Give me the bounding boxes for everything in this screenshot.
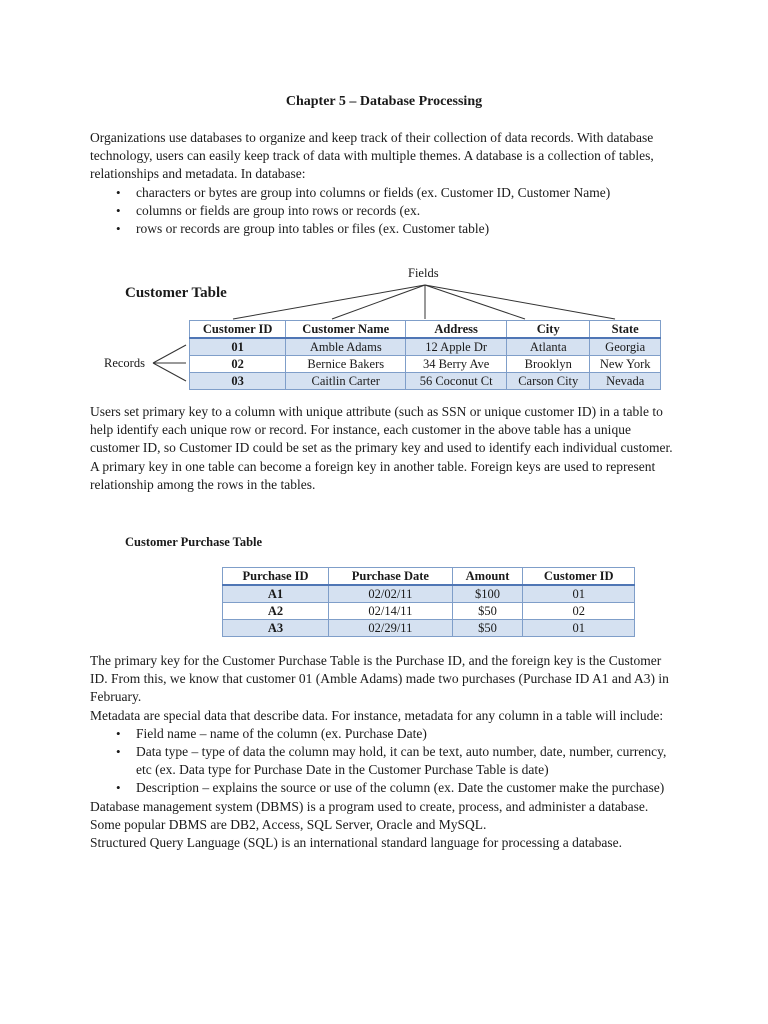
- table-cell: 12 Apple Dr: [406, 338, 507, 356]
- column-header: City: [507, 321, 590, 339]
- paragraph: Metadata are special data that describe data. For instance, metadata for any column in a table will include:: [90, 707, 664, 723]
- field-line: [425, 285, 525, 319]
- table-cell: 03: [190, 373, 286, 390]
- table-cell: Carson City: [507, 373, 590, 390]
- customer-purchase-table: [222, 567, 635, 637]
- table-cell: 56 Coconut Ct: [406, 373, 507, 390]
- table-cell: 02/02/11: [329, 585, 453, 603]
- table-cell: 34 Berry Ave: [406, 356, 507, 373]
- list-item: • Description – explains the source or use of the column (ex. Date the customer make the purchase): [90, 779, 680, 797]
- table-row: [223, 585, 635, 603]
- table-row: [190, 356, 661, 373]
- table-cell: 01: [523, 585, 635, 603]
- primary-key-section: [90, 403, 680, 494]
- list-item: • Data type – type of data the column may hold, it can be text, auto number, date, number, currency, etc (ex. Data type for Purchase Date in the Customer Purchase Table is date): [90, 743, 680, 779]
- table-cell: Caitlin Carter: [286, 373, 406, 390]
- column-header: Purchase Date: [329, 568, 453, 586]
- records-label: Records: [104, 356, 145, 370]
- table-row: [223, 603, 635, 620]
- table-cell: New York: [590, 356, 661, 373]
- table-cell: $50: [452, 620, 523, 637]
- page-title: Chapter 5 – Database Processing: [285, 94, 483, 109]
- table-cell: $50: [452, 603, 523, 620]
- customer-table: [189, 320, 661, 390]
- table-cell: A2: [223, 603, 329, 620]
- field-line: [332, 285, 425, 319]
- customer-table-label: Customer Table: [125, 285, 227, 301]
- column-header: Address: [406, 321, 507, 339]
- table-cell: 02/29/11: [329, 620, 453, 637]
- table-cell: Georgia: [590, 338, 661, 356]
- record-line: [153, 345, 186, 363]
- paragraph: Users set primary key to a column with unique attribute (such as SSN or unique customer ID) in a table to help identify each unique row or record. For instance, each customer in the above table has a unique customer ID, so Customer ID could be set as the primary key and used to identify each individual customer.: [90, 404, 673, 456]
- table-cell: Bernice Bakers: [286, 356, 406, 373]
- list-item: • rows or records are group into tables or files (ex. Customer table): [90, 220, 680, 238]
- field-line: [425, 285, 615, 319]
- paragraph: Structured Query Language (SQL) is an international standard language for processing a database.: [90, 835, 622, 851]
- metadata-bullet-list: [90, 725, 680, 798]
- table-cell: 01: [190, 338, 286, 356]
- table-cell: $100: [452, 585, 523, 603]
- column-header: Customer ID: [523, 568, 635, 586]
- table-cell: Nevada: [590, 373, 661, 390]
- fields-label: Fields: [408, 266, 439, 280]
- purchase-table-label: Customer Purchase Table: [125, 535, 263, 549]
- column-header: Customer ID: [190, 321, 286, 339]
- table-cell: 02/14/11: [329, 603, 453, 620]
- table-cell: A3: [223, 620, 329, 637]
- field-line: [233, 285, 425, 319]
- paragraph: The primary key for the Customer Purchase Table is the Purchase ID, and the foreign key is the Customer ID. From this, we know that customer 01 (Amble Adams) made two purchases (Purchase ID A1 and A3) in February.: [90, 653, 669, 705]
- column-header: Customer Name: [286, 321, 406, 339]
- table-header-row: [190, 321, 661, 339]
- column-header: Amount: [452, 568, 523, 586]
- intro-paragraph: Organizations use databases to organize and keep track of their collection of data records. With database technology, users can easily keep track of data with multiple themes. A database is a collection of tables, relationships and metadata. In database:: [90, 130, 654, 182]
- table-cell: 01: [523, 620, 635, 637]
- table-cell: A1: [223, 585, 329, 603]
- paragraph: A primary key in one table can become a foreign key in another table. Foreign keys are used to represent relationship among the rows in the tables.: [90, 458, 656, 492]
- metadata-section: [90, 652, 680, 852]
- paragraph: Database management system (DBMS) is a program used to create, process, and administer a database. Some popular DBMS are DB2, Access, SQL Server, Oracle and MySQL.: [90, 798, 649, 832]
- list-item: • columns or fields are group into rows or records (ex.: [90, 202, 680, 220]
- table-cell: 02: [190, 356, 286, 373]
- table-cell: 02: [523, 603, 635, 620]
- list-item: • characters or bytes are group into columns or fields (ex. Customer ID, Customer Name): [90, 184, 680, 202]
- table-row: [190, 373, 661, 390]
- table-cell: Amble Adams: [286, 338, 406, 356]
- column-header: State: [590, 321, 661, 339]
- table-header-row: [223, 568, 635, 586]
- table-cell: Atlanta: [507, 338, 590, 356]
- table-row: [223, 620, 635, 637]
- list-item: • Field name – name of the column (ex. Purchase Date): [90, 725, 680, 743]
- table-cell: Brooklyn: [507, 356, 590, 373]
- column-header: Purchase ID: [223, 568, 329, 586]
- table-row: [190, 338, 661, 356]
- record-line: [153, 363, 186, 381]
